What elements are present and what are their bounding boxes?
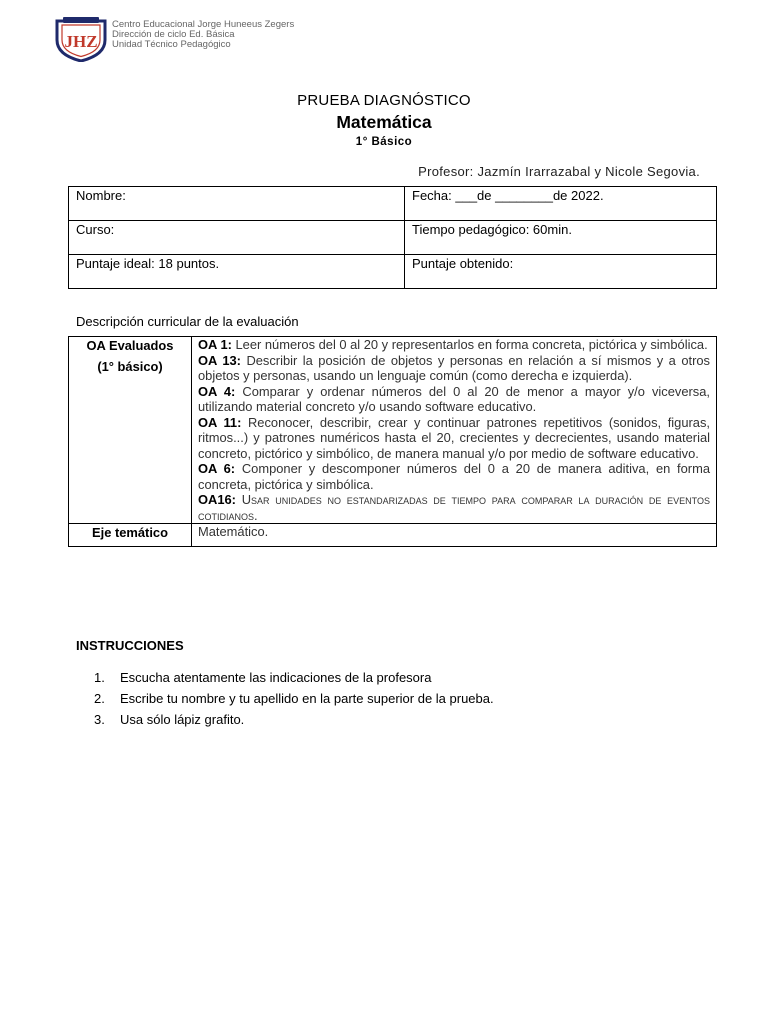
item-text: Usa sólo lápiz grafito.	[120, 712, 245, 727]
instructions-list	[94, 669, 494, 732]
objective-item	[198, 415, 710, 462]
objective-text: Comparar y ordenar números del 0 al 20 de menor a mayor y/o viceversa, utilizando material concreto y/o usando software educativo.	[198, 383, 710, 414]
table-row	[69, 187, 717, 221]
school-info	[112, 20, 294, 50]
teacher-line: Profesor: Jazmín Irarrazabal y Nicole Segovia.	[418, 164, 700, 179]
objective-code: OA 11:	[198, 414, 242, 430]
test-title: PRUEBA DIAGNÓSTICO	[297, 92, 471, 109]
curricular-table	[68, 336, 717, 547]
objective-item	[198, 492, 710, 523]
document-title	[0, 92, 768, 148]
objective-text: Usar unidades no estandarizadas de tiempo para comparar la duración de eventos cotidianos.	[198, 492, 710, 523]
item-number: 1.	[94, 670, 105, 685]
list-item	[94, 690, 494, 711]
school-name: Centro Educacional Jorge Huneeus Zegers	[112, 19, 295, 30]
item-text: Escribe tu nombre y tu apellido en la parte superior de la prueba.	[120, 691, 494, 706]
obtained-score-field[interactable]: Puntaje obtenido:	[405, 255, 717, 289]
objective-code: OA 6:	[198, 461, 236, 476]
item-number: 2.	[94, 691, 105, 706]
oa-label-cell	[69, 337, 192, 524]
objective-item	[198, 384, 710, 415]
objective-item	[198, 337, 710, 353]
time-field: Tiempo pedagógico: 60min.	[405, 221, 717, 255]
item-number: 3.	[94, 712, 105, 727]
objective-item	[198, 461, 710, 492]
table-row	[69, 255, 717, 289]
grade-title: 1° Básico	[355, 136, 413, 148]
school-department: Dirección de ciclo Ed. Básica	[112, 29, 235, 40]
school-logo	[53, 16, 109, 62]
objective-item	[198, 353, 710, 384]
objective-code: OA 4:	[198, 383, 236, 399]
objective-code: OA 13:	[198, 352, 241, 368]
eje-label: Eje temático	[69, 524, 192, 547]
item-text: Escucha atentamente las indicaciones de la profesora	[120, 670, 432, 685]
oa-label: OA Evaluados	[86, 338, 174, 353]
logo-monogram: JHZ	[64, 32, 98, 51]
date-field[interactable]: Fecha: ___de ________de 2022.	[405, 187, 717, 221]
objective-text: Leer números del 0 al 20 y representarlos en forma concreta, pictórica y simbólica.	[231, 337, 708, 352]
oa-grade-label: (1° básico)	[97, 359, 163, 374]
table-row	[69, 524, 717, 547]
list-item	[94, 711, 494, 732]
list-item	[94, 669, 494, 690]
curricular-heading: Descripción curricular de la evaluación	[76, 314, 299, 329]
table-row	[69, 221, 717, 255]
objective-text: Componer y descomponer números del 0 a 20 de manera aditiva, en forma concreta, pictórica y simbólica.	[198, 461, 710, 492]
objective-code: OA 1:	[198, 337, 232, 352]
objective-text: Reconocer, describir, crear y continuar patrones repetitivos (sonidos, figuras, ritmos...) y patrones numéricos hasta el 20, crecientes y decrecientes, usando material concreto, pictórico y simbólico, de manera manual y/o por medio de software educativo.	[198, 414, 711, 461]
instructions-title: INSTRUCCIONES	[76, 638, 184, 653]
eje-value: Matemático.	[192, 524, 717, 547]
ideal-score-field: Puntaje ideal: 18 puntos.	[69, 255, 405, 289]
objectives-cell	[192, 337, 717, 524]
student-info-table	[68, 186, 717, 289]
course-field[interactable]: Curso:	[69, 221, 405, 255]
objective-text: Describir la posición de objetos y personas en relación a sí mismos y a otros objetos y personas, usando un lenguaje común (como derecha e izquierda).	[198, 352, 710, 383]
table-row	[69, 337, 717, 524]
school-unit: Unidad Técnico Pedagógico	[112, 39, 231, 50]
subject-title: Matemática	[336, 112, 432, 132]
name-field[interactable]: Nombre:	[69, 187, 405, 221]
objective-code: OA16:	[198, 492, 236, 507]
